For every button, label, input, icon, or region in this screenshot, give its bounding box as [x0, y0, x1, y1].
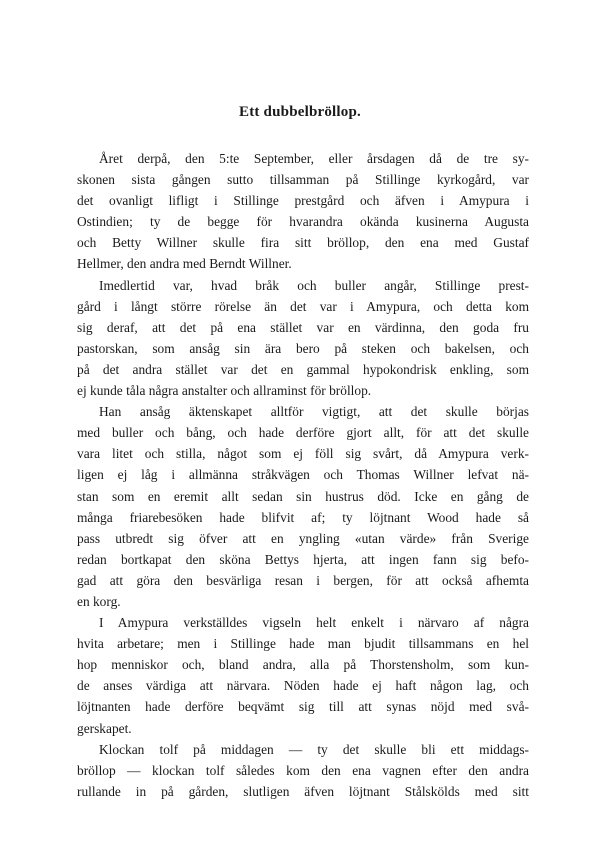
paragraph	[77, 401, 529, 612]
text-line: sig deraf, att det på ena stället var en värdinna, den goda fru	[77, 319, 529, 335]
paragraph	[77, 612, 529, 739]
paragraph	[77, 739, 529, 802]
text-line: Han ansåg äktenskapet alltför vigtigt, att det skulle börjas	[99, 404, 529, 420]
text-line: på det andra stället var det en gammal hypokondrisk enkling, som	[77, 361, 529, 377]
paragraph	[77, 148, 529, 275]
text-line: en korg.	[77, 593, 121, 609]
text-line: vara litet och stilla, något som ej föll sig svårt, då Amypura verk-	[77, 446, 529, 462]
text-line: löjtnanten hade derföre beqvämt sig till att synas nöjd med svå-	[77, 699, 529, 715]
text-line: gård i långt större rörelse än det var i Amypura, och detta kom	[77, 298, 529, 314]
text-line: rullande in på gården, slutligen äfven löjtnant Stålskölds med sitt	[77, 783, 529, 799]
text-line: bröllop — klockan tolf således kom den ena vagnen efter den andra	[77, 762, 529, 778]
paragraph	[77, 275, 529, 402]
chapter-body	[77, 148, 529, 802]
text-line: hop menniskor och, bland andra, alla på Thorstensholm, som kun-	[77, 657, 529, 673]
text-line: Imedlertid var, hvad bråk och buller angår, Stillinge prest-	[99, 277, 529, 293]
text-line: skonen sista gången sutto tillsamman på Stillinge kyrkogård, var	[77, 172, 529, 188]
text-line: med buller och bång, och hade derföre gjort allt, för att det skulle	[77, 425, 529, 441]
text-line: gerskapet.	[77, 720, 132, 736]
text-line: ligen ej låg i allmänna stråkvägen och Thomas Willner lefvat nä-	[77, 467, 529, 483]
text-line: Året derpå, den 5:te September, eller årsdagen då de tre sy-	[99, 151, 529, 166]
text-line: stan som en eremit allt sedan sin hustrus död. Icke en gång de	[77, 488, 529, 504]
text-line: redan bortkapat den sköna Bettys hjerta, att ingen fann sig befo-	[77, 551, 529, 567]
text-line: pass utbredt sig öfver att en yngling «utan värde» från Sverige	[77, 530, 529, 546]
text-line: hvita arbetare; men i Stillinge hade man bjudit tillsammans en hel	[77, 636, 529, 652]
text-line: pastorskan, som ansåg sin ära bero på steken och bakelsen, och	[77, 340, 529, 356]
text-line: Ostindien; ty de begge för hvarandra okända kusinerna Augusta	[77, 214, 529, 230]
text-line: gad att göra den besvärliga resan i bergen, för att också afhemta	[77, 572, 529, 588]
text-line: ej kunde tåla några anstalter och allraminst för bröllop.	[77, 383, 372, 399]
text-line: och Betty Willner skulle fira sitt bröllop, den ena med Gustaf	[77, 235, 529, 251]
text-line: I Amypura verkställdes vigseln helt enkelt i närvaro af några	[99, 615, 529, 631]
text-line: det ovanligt lifligt i Stillinge prestgård och äfven i Amypura i	[77, 193, 529, 209]
text-line: de anses värdiga att närvara. Nöden hade ej haft någon lag, och	[77, 678, 529, 694]
text-line: Klockan tolf på middagen — ty det skulle bli ett middags-	[99, 741, 529, 757]
text-line: många friarebesöken hade blifvit af; ty löjtnant Wood hade så	[77, 509, 529, 525]
chapter-title: Ett dubbelbröllop.	[239, 104, 361, 120]
text-line: Hellmer, den andra med Berndt Willner.	[77, 256, 292, 272]
